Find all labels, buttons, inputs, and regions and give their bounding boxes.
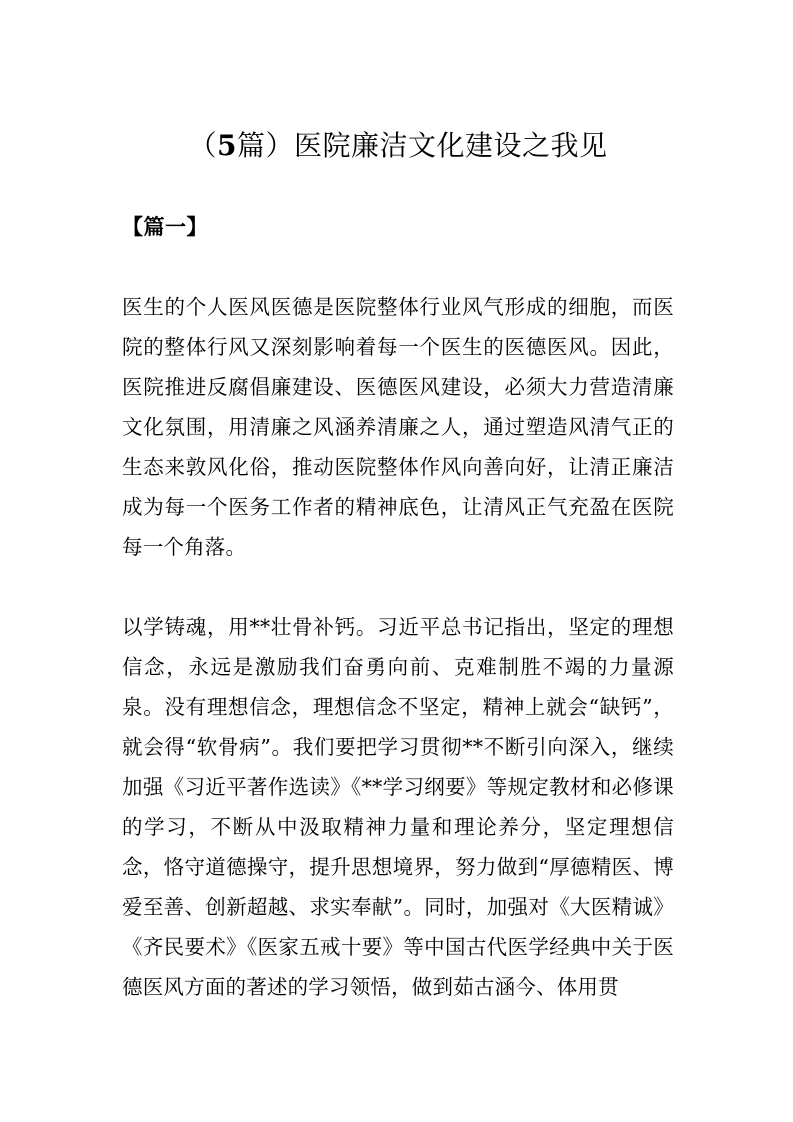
body-paragraph: 以学铸魂，用**壮骨补钙。习近平总书记指出，坚定的理想信念，永远是激励我们奋勇向前、克难制胜不竭的力量源泉。没有理想信念，理想信念不坚定，精神上就会“缺钙”，就会得“软骨病”。我们要把学习贯彻**不断引向深入，继续加强《习近平著作选读》《**学习纲要》等规定教材和必修课的学习，不断从中汲取精神力量和理论养分，坚定理想信念，恪守道德操守，提升思想境界，努力做到“厚德精医、博爱至善、创新超越、求实奉献”。同时，加强对《大医精诚》《齐民要术》《医家五戒十要》等中国古代医学经典中关于医德医风方面的著述的学习领悟，做到茹古涵今、体用贯: [122, 615, 674, 999]
title-suffix: 篇）医院廉洁文化建设之我见: [236, 129, 608, 162]
section-marker: 【篇一】: [122, 214, 208, 239]
body-paragraph: 医生的个人医风医德是医院整体行业风气形成的细胞，而医院的整体行风又深刻影响着每一个医生的医德医风。因此，医院推进反腐倡廉建设、医德医风建设，必须大力营造清廉文化氛围，用清廉之风涵养清廉之人，通过塑造风清气正的生态来敦风化俗，推动医院整体作风向善向好，让清正廉洁成为每一个医务工作者的精神底色，让清风正气充盈在医院每一个角落。: [122, 295, 674, 559]
title-prefix: （: [188, 129, 217, 162]
document-body: [122, 242, 674, 1007]
title-count: 5: [217, 129, 237, 162]
page-title: [122, 0, 674, 168]
document-content: [122, 0, 674, 1007]
